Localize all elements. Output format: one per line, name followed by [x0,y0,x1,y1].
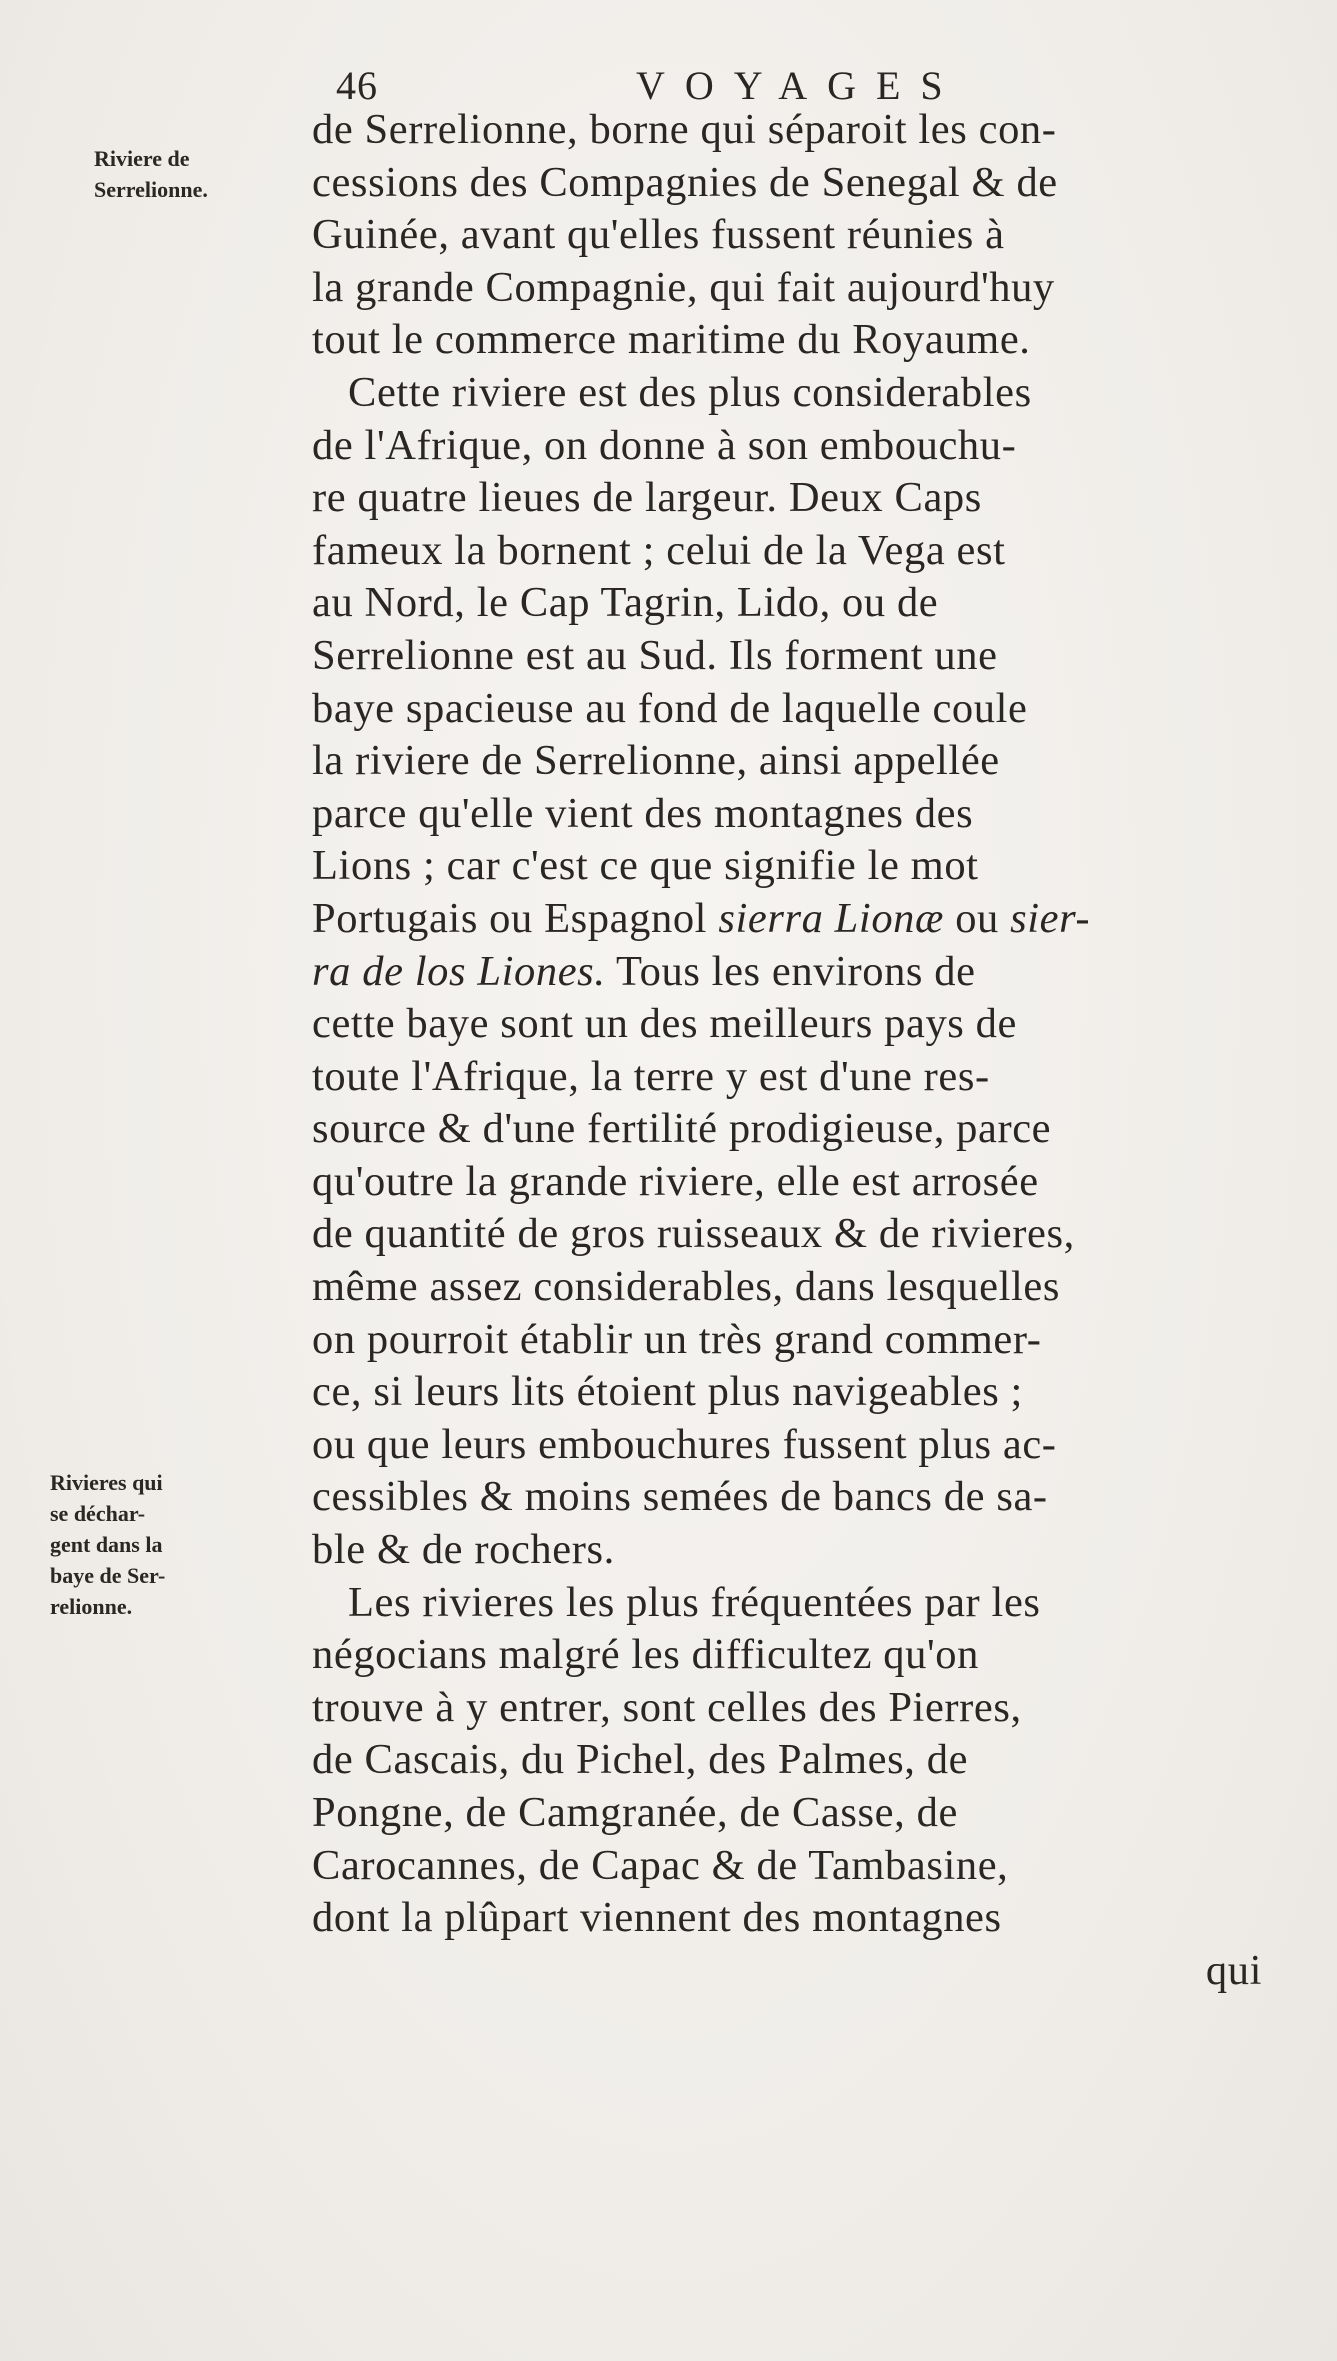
text-span: ble & de rochers. [312,1526,615,1574]
text-line [312,788,1272,841]
text-span: de quantité de gros ruisseaux & de rivieres, [312,1210,1075,1258]
text-span: tout le commerce maritime du Royaume. [312,316,1031,364]
text-span: de Serrelionne, borne qui séparoit les con- [312,106,1057,153]
text-line [312,367,1272,420]
text-span: on pourroit établir un très grand commer- [312,1315,1042,1363]
text-line [312,735,1272,788]
text-line [312,998,1272,1051]
text-span: parce qu'elle vient des montagnes des [312,789,974,837]
text-line [312,1787,1272,1840]
text-line [312,1051,1272,1104]
text-span: cessions des Compagnies de Senegal & de [312,158,1058,206]
text-span: au Nord, le Cap Tagrin, Lido, ou de [312,579,939,627]
text-line [312,577,1272,630]
italic-span: sier- [1010,894,1091,942]
text-span: de l'Afrique, on donne à son embouchu- [312,421,1017,469]
page-number: 46 [336,63,378,108]
text-line [312,1208,1272,1261]
text-line [312,1103,1272,1156]
text-span: de Cascais, du Pichel, des Palmes, de [312,1736,969,1784]
text-span: Les rivieres les plus fréquentées par les [348,1578,1041,1626]
text-span: cette baye sont un des meilleurs pays de [312,1000,1017,1048]
text-span: toute l'Afrique, la terre y est d'une res- [312,1052,990,1100]
italic-span: sierra Lionæ [718,894,944,942]
text-line [312,1840,1272,1893]
text-span: négocians malgré les difficultez qu'on [312,1631,979,1679]
text-line [312,893,1272,946]
text-line [312,1577,1272,1630]
text-line [312,683,1272,736]
text-line [312,1261,1272,1314]
text-line [312,1314,1272,1367]
text-line [312,314,1272,367]
text-line [312,1524,1272,1577]
text-line [312,1629,1272,1682]
text-span: Serrelionne est au Sud. Ils forment une [312,631,998,679]
text-line [312,1156,1272,1209]
text-span: la grande Compagnie, qui fait aujourd'huy [312,263,1055,311]
italic-span: ra de los Liones. [312,947,606,995]
text-span: re quatre lieues de largeur. Deux Caps [312,474,982,522]
text-line [312,946,1272,999]
text-span: même assez considerables, dans lesquelles [312,1263,1061,1311]
text-line [312,1682,1272,1735]
text-span: cessibles & moins semées de bancs de sa- [312,1473,1048,1521]
text-span: source & d'une fertilité prodigieuse, parce [312,1105,1052,1153]
text-line [312,630,1272,683]
text-line [312,157,1272,210]
text-line [312,525,1272,578]
text-span: ou [943,894,1011,942]
text-span: qu'outre la grande riviere, elle est arrosée [312,1157,1039,1205]
text-span: Guinée, avant qu'elles fussent réunies à [312,211,1005,259]
text-line [312,420,1272,473]
margin-note-rivieres-baye: Rivieres qui se déchar- gent dans la baye de Ser- relionne. [50,1470,166,1619]
text-span: Cette riviere est des plus considerables [348,368,1032,416]
text-span: qui [1205,1946,1262,1994]
text-line [312,1366,1272,1419]
text-line [312,262,1272,315]
text-line [312,1471,1272,1524]
text-span: ce, si leurs lits étoient plus navigeables ; [312,1368,1023,1416]
text-span: ou que leurs embouchures fussent plus ac- [312,1420,1057,1468]
text-line [312,1734,1272,1787]
text-span: Carocannes, de Capac & de Tambasine, [312,1841,1009,1889]
text-span: Portugais ou Espagnol [312,894,719,942]
text-span: Pongne, de Camgranée, de Casse, de [312,1789,958,1836]
text-line [312,472,1272,525]
text-span: dont la plûpart viennent des montagnes [312,1894,1002,1942]
text-line [312,209,1272,262]
text-line [312,104,1272,157]
catchword [312,1945,1272,1998]
text-span: la riviere de Serrelionne, ainsi appellée [312,737,1000,785]
text-span: baye spacieuse au fond de laquelle coule [312,684,1028,732]
text-line [312,1419,1272,1472]
text-span: Tous les environs de [605,947,976,995]
text-line [312,840,1272,893]
text-span: fameux la bornent ; celui de la Vega est [312,526,1006,574]
text-line [312,1892,1272,1945]
text-span: trouve à y entrer, sont celles des Pierres, [312,1683,1022,1731]
running-title: VOYAGES [636,63,963,108]
text-span: Lions ; car c'est ce que signifie le mot [312,842,979,890]
body-text [312,104,1272,1997]
margin-note-riviere-serrelionne: Riviere de Serrelionne. [94,146,208,202]
